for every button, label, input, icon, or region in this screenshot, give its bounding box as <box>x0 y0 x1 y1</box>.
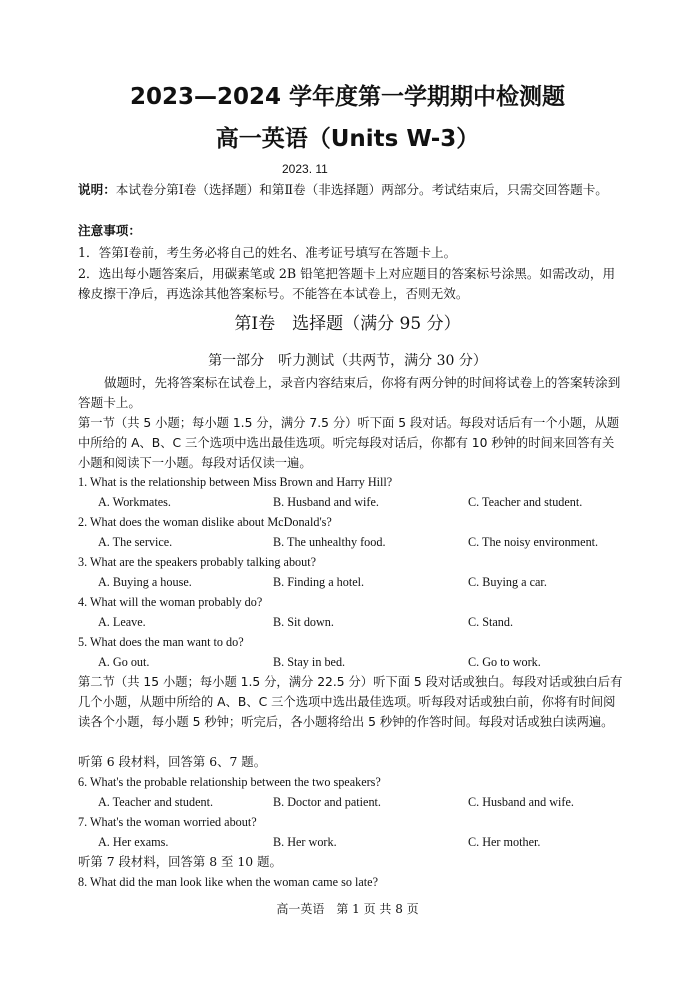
section-1-label: 第一节 <box>78 416 115 430</box>
section-1-instructions <box>78 413 626 473</box>
exam-date: 2023. 11 <box>282 162 328 176</box>
question-7-option-b[interactable]: B. Her work. <box>273 835 337 849</box>
instructions-note <box>78 180 623 200</box>
question-3-option-c[interactable]: C. Buying a car. <box>468 575 547 589</box>
volume-title: 第Ⅰ卷 选择题（满分 95 分） <box>234 314 461 334</box>
note-2: 2．选出每小题答案后，用碳素笔或 2B 铅笔把答题卡上对应题目的答案标号涂黑。如需改动，用橡皮擦干净后，再选涂其他答案标号。不能答在本试卷上，否则无效。 <box>78 266 616 301</box>
question-2-option-c[interactable]: C. The noisy environment. <box>468 535 599 549</box>
section-2-instructions <box>78 672 626 732</box>
question-4-option-a[interactable]: A. Leave. <box>98 615 146 629</box>
question-4-option-b[interactable]: B. Sit down. <box>273 615 334 629</box>
question-8-stem: 8. What did the man look like when the woman came so late? <box>78 875 378 889</box>
question-4-stem: 4. What will the woman probably do? <box>78 595 263 609</box>
question-2-stem: 2. What does the woman dislike about McDonald's? <box>78 515 332 529</box>
shuoming-label: 说明： <box>78 182 116 197</box>
question-6-option-c[interactable]: C. Husband and wife. <box>468 795 574 809</box>
question-6-stem: 6. What's the probable relationship between the two speakers? <box>78 775 381 789</box>
part-intro: 做题时，先将答案标在试卷上，录音内容结束后，你将有两分钟的时间将试卷上的答案转涂到答题卡上。 <box>78 375 621 410</box>
exam-subtitle: 高一英语（Units W-3） <box>215 126 480 152</box>
page-footer: 高一英语 第 1 页 共 8 页 <box>276 902 419 916</box>
question-1-option-a[interactable]: A. Workmates. <box>98 495 171 509</box>
question-1-option-b[interactable]: B. Husband and wife. <box>273 495 379 509</box>
question-5-option-a[interactable]: A. Go out. <box>98 655 150 669</box>
question-3-stem: 3. What are the speakers probably talking about? <box>78 555 317 569</box>
note-1: 1．答第Ⅰ卷前，考生务必将自己的姓名、准考证号填写在答题卡上。 <box>78 245 457 260</box>
listening-material-7: 听第 7 段材料，回答第 8 至 10 题。 <box>78 854 282 869</box>
exam-title: 2023—2024 学年度第一学期期中检测题 <box>129 84 566 110</box>
question-5-option-b[interactable]: B. Stay in bed. <box>273 655 346 669</box>
section-2-label: 第二节 <box>78 675 115 689</box>
part-title: 第一部分 听力测试（共两节，满分 30 分） <box>208 353 487 369</box>
notes-heading: 注意事项： <box>78 223 141 238</box>
shuoming-text: 本试卷分第Ⅰ卷（选择题）和第Ⅱ卷（非选择题）两部分。考试结束后，只需交回答题卡。 <box>115 182 608 197</box>
question-3-option-a[interactable]: A. Buying a house. <box>98 575 192 589</box>
question-6-option-b[interactable]: B. Doctor and patient. <box>273 795 381 809</box>
question-7-stem: 7. What's the woman worried about? <box>78 815 257 829</box>
listening-material-6: 听第 6 段材料，回答第 6、7 题。 <box>78 754 267 769</box>
section-1-text: （共 5 小题；每小题 1.5 分，满分 7.5 分）听下面 5 段对话。每段对话后有一个小题，从题中所给的 A、B、C 三个选项中选出最佳选项。听完每段对话后，你都有 10 秒钟的时间来回答有关小题和阅读下一小题。每段对话仅读一遍。 <box>78 416 620 470</box>
question-3-option-b[interactable]: B. Finding a hotel. <box>273 575 365 589</box>
question-2-option-b[interactable]: B. The unhealthy food. <box>273 535 386 549</box>
question-2-option-a[interactable]: A. The service. <box>98 535 173 549</box>
question-7-option-c[interactable]: C. Her mother. <box>468 835 541 849</box>
question-4-option-c[interactable]: C. Stand. <box>468 615 514 629</box>
question-1-stem: 1. What is the relationship between Miss Brown and Harry Hill? <box>78 475 393 489</box>
question-5-option-c[interactable]: C. Go to work. <box>468 655 541 669</box>
question-6-option-a[interactable]: A. Teacher and student. <box>98 795 214 809</box>
question-5-stem: 5. What does the man want to do? <box>78 635 244 649</box>
section-2-text: （共 15 小题；每小题 1.5 分，满分 22.5 分）听下面 5 段对话或独白。每段对话或独白后有几个小题，从题中所给的 A、B、C 三个选项中选出最佳选项。听每段对话或独白前，你将有时间阅读各个小题，每小题 5 秒钟；听完后，各小题将给出 5 秒钟的作答时间。每段对话或独白读两遍。 <box>78 675 623 729</box>
question-1-option-c[interactable]: C. Teacher and student. <box>468 495 583 509</box>
question-7-option-a[interactable]: A. Her exams. <box>98 835 169 849</box>
